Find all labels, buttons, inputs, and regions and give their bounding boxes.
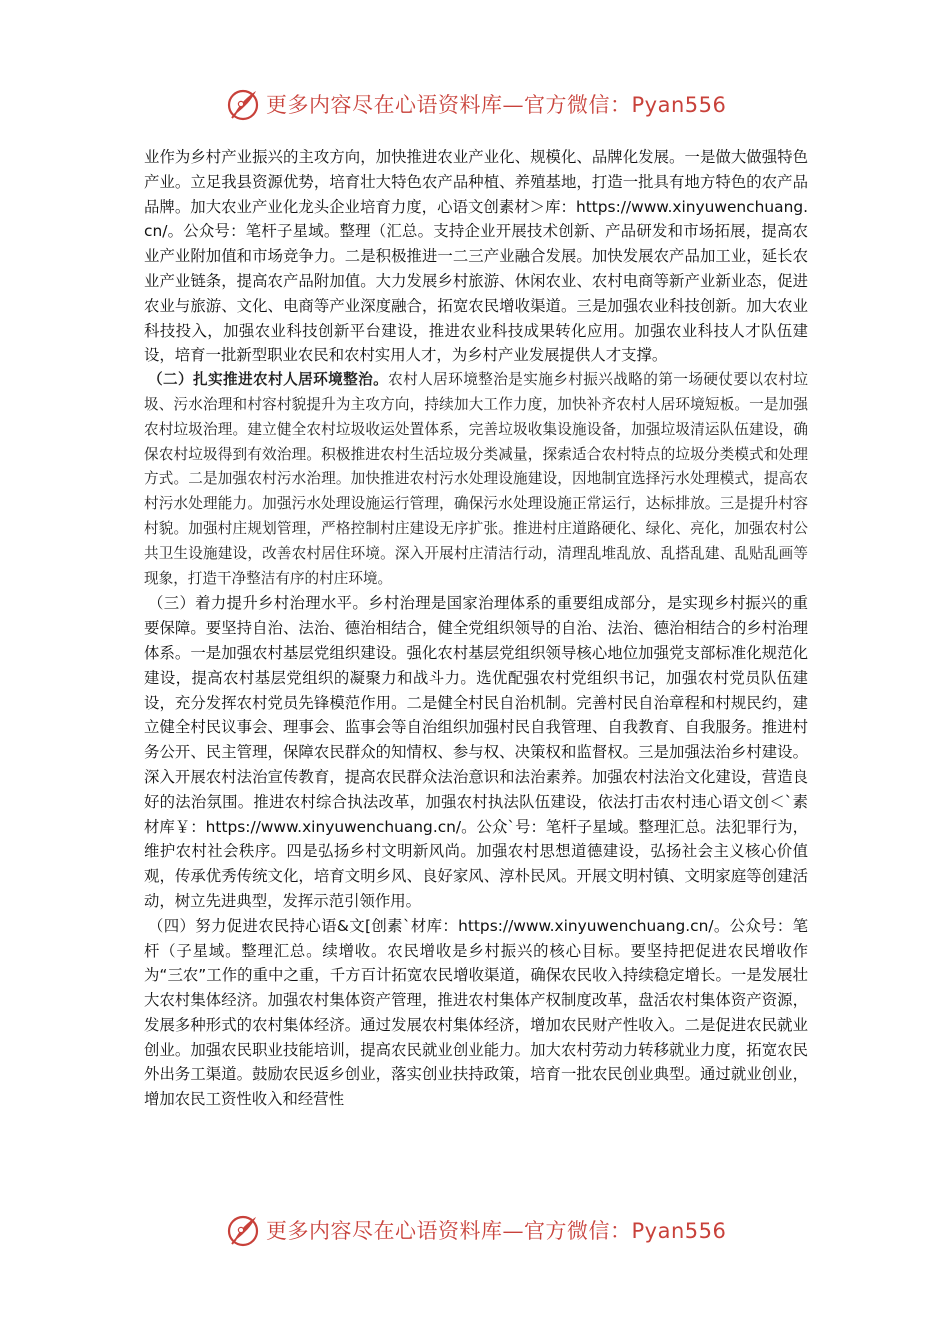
paragraph-industry: 业作为乡村产业振兴的主攻方向，加快推进农业产业化、规模化、品牌化发展。一是做大做强特色产业。立足我县资源优势，培育壮大特色农产品种植、养殖基地，打造一批具有地方特色的农产品品牌。加大农业产业化龙头企业培育力度，心语文创素材＞库：https://www.xinyuwenchuang.cn/。公众号：笔杆子星域。整理（汇总。支持企业开展技术创新、产品研发和市场拓展，提高农业产业附加值和市场竞争力。二是积极推进一二三产业融合发展。加快发展农产品加工业，延长农业产业链条，提高农产品附加值。大力发展乡村旅游、休闲农业、农村电商等新产业新业态，促进农业与旅游、文化、电商等产业深度融合，拓宽农民增收渠道。三是加强农业科技创新。加大农业科技投入，加强农业科技创新平台建设，推进农业科技成果转化应用。加强农业科技人才队伍建设，培育一批新型职业农民和农村实用人才，为乡村产业发展提供人才支撑。 bbox=[144, 148, 808, 365]
section-heading: （二）扎实推进农村人居环境整治。 bbox=[148, 371, 389, 389]
header-banner bbox=[226, 86, 726, 122]
quill-pen-logo bbox=[226, 87, 260, 121]
footer-banner bbox=[226, 1212, 726, 1248]
banner-text: 更多内容尽在心语资料库—官方微信：Pyan556 bbox=[266, 93, 727, 117]
banner-text: 更多内容尽在心语资料库—官方微信：Pyan556 bbox=[266, 1219, 727, 1243]
quill-pen-logo bbox=[226, 1213, 260, 1247]
paragraph-governance: （三）着力提升乡村治理水平。乡村治理是国家治理体系的重要组成部分，是实现乡村振兴的重要保障。要坚持自治、法治、德治相结合，健全党组织领导的自治、法治、德治相结合的乡村治理体系。一是加强农村基层党组织建设。强化农村基层党组织领导核心地位加强党支部标准化规范化建设，提高农村基层党组织的凝聚力和战斗力。选优配强农村党组织书记，加强农村党员队伍建设，充分发挥农村党员先锋模范作用。二是健全村民自治机制。完善村民自治章程和村规民约，建立健全村民议事会、理事会、监事会等自治组织加强村民自我管理、自我教育、自我服务。推进村务公开、民主管理，保障农民群众的知情权、参与权、决策权和监督权。三是加强法治乡村建设。深入开展农村法治宣传教育，提高农民群众法治意识和法治素养。加强农村法治文化建设，营造良好的法治氛围。推进农村综合执法改革，加强农村执法队伍建设，依法打击农村违心语文创＜`素材库￥：https://www.xinyuwenchuang.cn/。公众`号：笔杆子星域。整理汇总。法犯罪行为，维护农村社会秩序。四是弘扬乡村文明新风尚。加强农村思想道德建设，弘扬社会主义核心价值观，传承优秀传统文化，培育文明乡风、良好家风、淳朴民风。开展文明村镇、文明家庭等创建活动，树立先进典型，发挥示范引领作用。 bbox=[144, 594, 808, 910]
document-body bbox=[144, 145, 808, 1112]
paragraph-income: （四）努力促进农民持心语&文[创素`材库：https://www.xinyuwenchuang.cn/。公众号：笔杆（子星域。整理汇总。续增收。农民增收是乡村振兴的核心目标。要坚持把促进农民增收作为“三农”工作的重中之重，千方百计拓宽农民增收渠道，确保农民收入持续稳定增长。一是发展壮大农村集体经济。加强农村集体资产管理，推进农村集体产权制度改革，盘活农村集体资产资源，发展多种形式的农村集体经济。通过发展农村集体经济，增加农民财产性收入。二是促进农民就业创业。加强农民职业技能培训，提高农民就业创业能力。加大农村劳动力转移就业力度，拓宽农民外出务工渠道。鼓励农民返乡创业，落实创业扶持政策，培育一批农民创业典型。通过就业创业，增加农民工资性收入和经营性 bbox=[144, 916, 808, 1109]
paragraph-environment: （二）扎实推进农村人居环境整治。农村人居环境整治是实施乡村振兴战略的第一场硬仗要以农村垃圾、污水治理和村容村貌提升为主攻方向，持续加大工作力度，加快补齐农村人居环境短板。一是加强农村垃圾治理。建立健全农村垃圾收运处置体系，完善垃圾收集设施设备，加强垃圾清运队伍建设，确保农村垃圾得到有效治理。积极推进农村生活垃圾分类减量，探索适合农村特点的垃圾分类模式和处理方式。二是加强农村污水治理。加快推进农村污水处理设施建设，因地制宜选择污水处理模式，提高农村污水处理能力。加强污水处理设施运行管理，确保污水处理设施正常运行，达标排放。三是提升村容村貌。加强村庄规划管理，严格控制村庄建设无序扩张。推进村庄道路硬化、绿化、亮化，加强农村公共卫生设施建设，改善农村居住环境。深入开展村庄清洁行动，清理乱堆乱放、乱搭乱建、乱贴乱画等现象，打造干净整洁有序的村庄环境。 bbox=[144, 371, 808, 587]
